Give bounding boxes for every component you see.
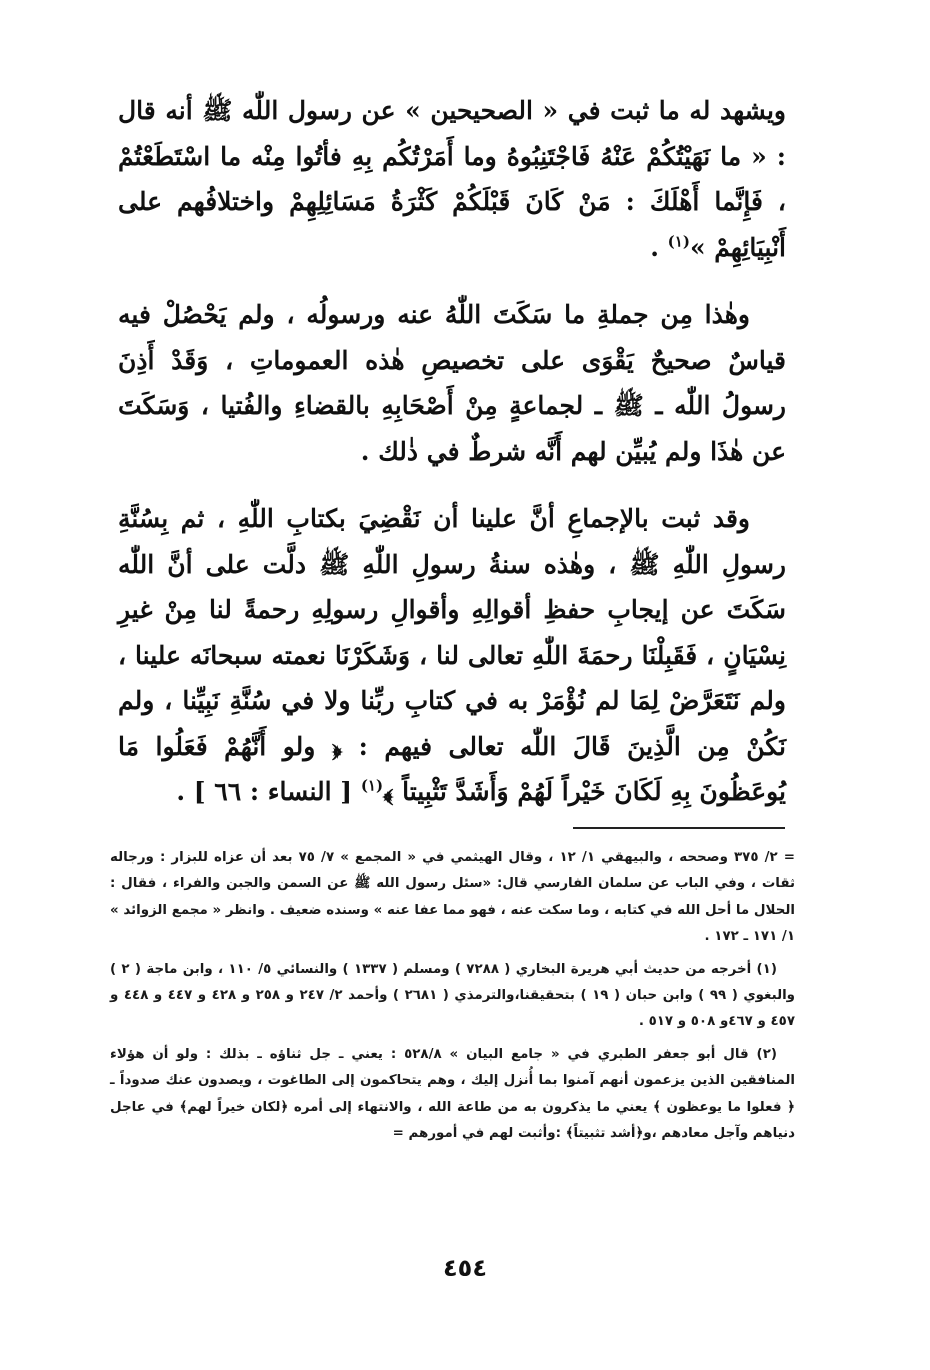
footnote-separator xyxy=(573,827,785,829)
footnote-2: (٢) قال أبو جعفر الطبري في « جامع البيان » ٥٢٨/٨ : يعني ـ جل ثناؤه ـ بذلك : ولو أن هؤلاء المنافقين الذين يزعمون أنهم آمنوا بما أُنزل إليك ، وهم يتحاكمون إلى الطاغوت ، ويصدون عنك صدوداً ـ ﴿ فعلوا ما يوعظون ﴾ يعني ما يذكرون به من طاعة الله ، والانتهاء إلى أمره ﴿لكان خيراً لهم﴾ في عاجل دنياهم وآجل معادهم ،و﴿أشد تثبيتاً﴾ :وأثبت لهم في أمورهم = xyxy=(110,1046,795,1142)
main-text-body xyxy=(118,88,786,815)
footnote-ref-2: (١) xyxy=(360,776,384,795)
paragraph-consensus-end: [ النساء : ٦٦ ] . xyxy=(176,777,361,806)
footnote-1: (١) أخرجه من حديث أبي هريرة البخاري ( ٧٢٨٨ ) ومسلم ( ١٣٣٧ ) والنسائي ٥/ ١١٠ ، وابن ماجة ( ٢ ) والبغوي ( ٩٩ ) وابن حبان ( ١٩ ) بتحقيقنا،والترمذي ( ٢٦٨١ ) وأحمد ٢/ ٢٤٧ و ٢٥٨ و ٤٢٨ و ٤٤٧ و ٤٤٨ و ٤٥٧ و ٤٦٧و ٥٠٨ و ٥١٧ . xyxy=(110,961,796,1030)
page-number: ٤٥٤ xyxy=(443,1254,487,1282)
paragraph-consensus-text: وقد ثبت بالإجماعِ أنَّ علينا أن نَقْضِيَ بكتابِ اللّٰهِ ، ثم بِسُنَّةِ رسولِ اللّٰهِ ﷺ ، وهٰذه سنةُ رسولِ اللّٰهِ ﷺ دلَّت على أنَّ اللّٰه سَكَتَ عن إيجابِ حفظِ أقوالِهِ وأقوالِ رسولِهِ رحمةً لنا مِنْ غيرِ نِسْيَانٍ ، فَقَبِلْنَا رحمَةَ اللّٰهِ تعالى لنا ، وَشَكَرْنَا نعمته سبحانَه علينا ، ولم نَتَعَرَّضْ لِمَا لم نُؤْمَرْ به في كتابِ ربِّنا ولا في سُنَّةِ نَبِيِّنا ، ولم نَكُنْ مِن الَّذِينَ قَالَ اللّٰه تعالى فيهم : ﴿ ولو أَنَّهُمْ فَعَلُوا مَا يُوعَظُونَ بِهِ لَكَانَ خَيْراً لَهُمْ وَأَشَدَّ تَثْبِيتاً ﴾ xyxy=(118,504,786,806)
paragraph-hadith xyxy=(118,88,786,270)
paragraph-consensus xyxy=(118,496,786,815)
paragraph-hadith-end: . xyxy=(650,232,668,262)
footnote-ref-1: (١) xyxy=(667,232,690,251)
footnotes xyxy=(110,845,795,1153)
paragraph-hadith-text: ويشهد له ما ثبت في « الصحيحين » عن رسول اللّٰه ﷺ أنه قال : « ما نَهَيْتُكُمْ عَنْهُ فَاجْتَنِبُوهُ وما أَمَرْتُكُم بِهِ فأتُوا مِنْه ما اسْتَطَعْتُمْ ، فَإِنَّما أَهْلَكَ : مَنْ كَانَ قَبْلَكُمْ كَثْرَةُ مَسَائِلِهِمْ واختلافُهم على أَنْبِيَائِهِمْ » xyxy=(118,96,786,262)
footnote-continued: = ٢/ ٣٧٥ وصححه ، والبيهقي ١/ ١٢ ، وقال الهيثمي في « المجمع » ٧/ ٧٥ بعد أن عزاه للبزار : ورجاله ثقات ، وفي الباب عن سلمان الفارسي قال: «سئل رسول الله ﷺ عن السمن والجبن والفراء ، فقال : الحلال ما أحل الله في كتابه ، وما سكت عنه ، فهو مما عفا عنه » وسنده ضعيف . وانظر « مجمع الزوائد » ١/ ١٧١ ـ ١٧٢ . xyxy=(110,850,796,945)
paragraph-silence: وهٰذا مِن جملةِ ما سَكَتَ اللّٰهُ عنه ورسولُه ، ولم يَحْصُلْ فيه قياسٌ صحيحٌ يَقْوَى على تخصيصِ هٰذه العموماتِ ، وَقَدْ أَذِنَ رسولُ اللّٰه ـ ﷺ ـ لجماعةٍ مِنْ أَصْحَابِهِ بالقضاءِ والفُتيا ، وَسَكَتَ عن هٰذَا ولم يُبيِّن لهم أَنَّه شرطٌ في ذٰلك . xyxy=(118,300,786,466)
